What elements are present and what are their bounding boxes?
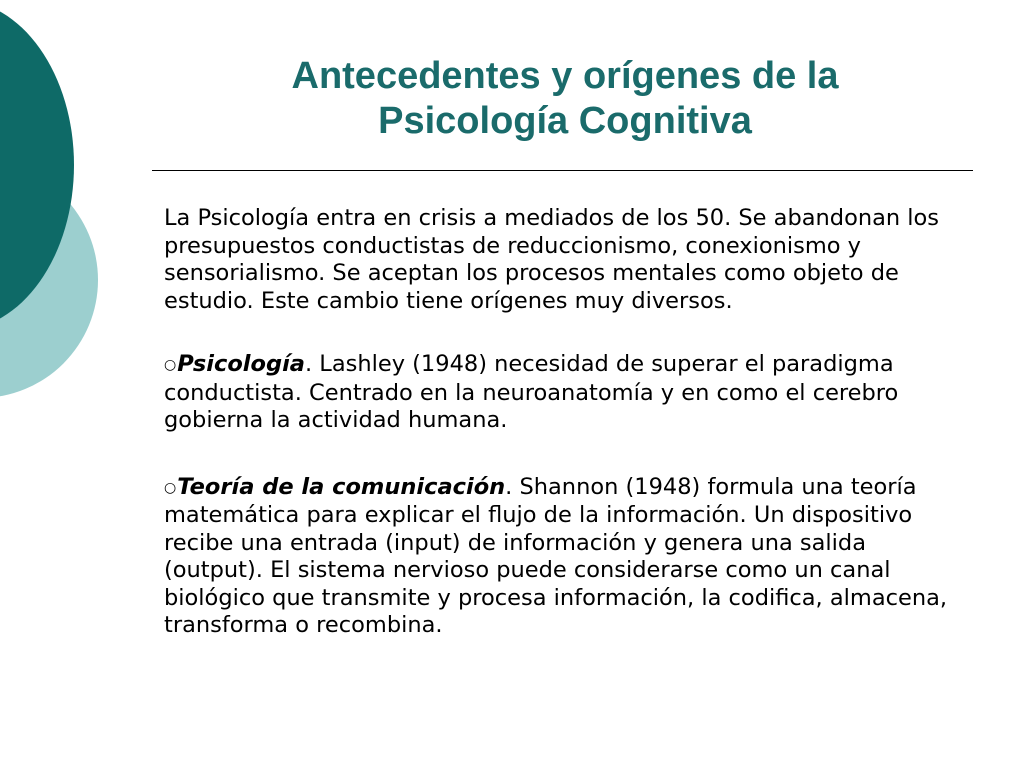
bullet-term: Psicología	[177, 351, 305, 377]
bullet-item-psicologia	[164, 351, 964, 435]
bullet-item-teoria-comunicacion	[164, 474, 964, 640]
title-line-1: Antecedentes y orígenes de la	[291, 55, 839, 97]
title-divider	[152, 170, 973, 171]
bullet-term: Teoría de la comunicación	[177, 473, 506, 500]
intro-paragraph: La Psicología entra en crisis a mediados de los 50. Se abandonan los presupuestos conductistas de reduccionismo, conexionismo y sensorialismo. Se aceptan los procesos mentales como objeto de estudio. Este cambio tiene orígenes muy diversos.	[164, 205, 940, 314]
hollow-circle-icon: ○	[164, 479, 177, 496]
title-line-2: Psicología Cognitiva	[378, 100, 752, 142]
bullet-text: . Shannon (1948) formula una teoría matemática para explicar el flujo de la información. Un dispositivo recibe una entrada (input) de información y genera una salida (output). El sistema nervioso puede considerarse como un canal biológico que transmite y procesa información, la codifica, almacena, transforma o recombina.	[164, 473, 948, 638]
slide-title	[155, 54, 975, 144]
hollow-circle-icon: ○	[164, 357, 177, 373]
slide-body	[164, 205, 964, 679]
bullet-text: . Lashley (1948) necesidad de superar el paradigma conductista. Centrado en la neuroanatomía y en como el cerebro gobierna la actividad humana.	[164, 351, 899, 433]
